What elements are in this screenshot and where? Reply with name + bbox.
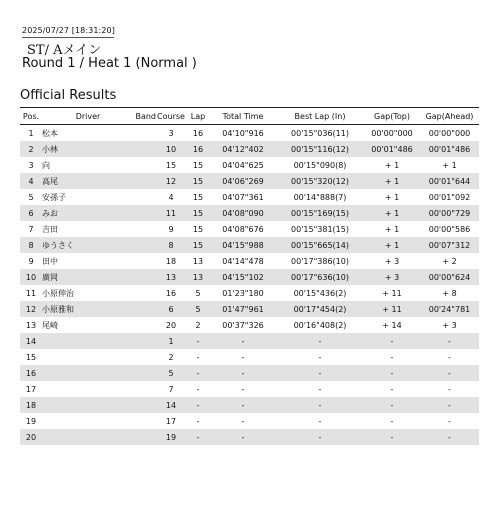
cell-pos: 19 <box>25 416 37 426</box>
cell-lap: 13 <box>192 256 204 266</box>
cell-pos: 4 <box>20 173 42 189</box>
cell-pos: 10 <box>20 269 42 285</box>
cell-best-lap: 00'15"665(14) <box>276 237 364 253</box>
cell-band <box>134 365 156 381</box>
cell-total-time: 04'15"988 <box>210 237 276 253</box>
cell-gap-top: - <box>364 397 420 413</box>
table-header-row <box>20 108 479 125</box>
cell-course: 16 <box>165 288 177 298</box>
cell-total-time: 00'37"326 <box>222 320 264 330</box>
cell-best-lap: - <box>318 352 322 362</box>
cell-gap-ahead: 00'00"729 <box>420 205 479 221</box>
cell-gap-ahead: 00'01"644 <box>420 173 479 189</box>
cell-gap-ahead: + 3 <box>442 320 457 330</box>
cell-total-time: 04'10"916 <box>222 128 264 138</box>
cell-band <box>134 429 156 445</box>
cell-band <box>134 301 156 317</box>
cell-band <box>134 349 156 365</box>
cell-course: 20 <box>165 320 177 330</box>
col-header-lap: Lap <box>186 108 210 125</box>
cell-course: 5 <box>156 365 186 381</box>
cell-course: 15 <box>165 160 177 170</box>
table-row <box>20 301 479 317</box>
cell-pos: 5 <box>28 192 34 202</box>
cell-gap-top: + 1 <box>364 237 420 253</box>
table-row <box>20 317 479 333</box>
cell-gap-ahead: - <box>420 429 479 445</box>
cell-gap-ahead: - <box>448 352 451 362</box>
cell-pos: 1 <box>28 128 34 138</box>
cell-best-lap: 00'17"636(10) <box>276 269 364 285</box>
heat-title: Round 1 / Heat 1 (Normal ) <box>22 56 197 71</box>
cell-band <box>134 381 156 397</box>
cell-lap: 15 <box>192 160 204 170</box>
cell-gap-top: + 1 <box>384 160 400 170</box>
cell-pos: 12 <box>20 301 42 317</box>
cell-band <box>134 189 156 205</box>
col-header-total-time: Total Time <box>210 108 276 125</box>
cell-total-time: - <box>210 397 276 413</box>
cell-best-lap: 00'15"436(2) <box>293 288 347 298</box>
cell-lap: - <box>186 397 210 413</box>
cell-gap-top: + 3 <box>364 269 420 285</box>
cell-driver <box>42 349 134 365</box>
cell-lap: 15 <box>192 224 204 234</box>
table-row <box>20 173 479 189</box>
cell-gap-top: + 3 <box>384 256 400 266</box>
cell-gap-top: 00'00"000 <box>371 128 413 138</box>
cell-gap-ahead: + 2 <box>442 256 457 266</box>
table-row <box>20 125 479 142</box>
cell-gap-top: - <box>390 384 394 394</box>
cell-total-time: - <box>241 384 245 394</box>
cell-band <box>134 205 156 221</box>
cell-best-lap: - <box>318 384 322 394</box>
cell-lap: 15 <box>186 237 210 253</box>
cell-pos: 13 <box>25 320 37 330</box>
table-row <box>20 333 479 349</box>
table-row <box>20 285 479 301</box>
cell-lap: - <box>186 365 210 381</box>
cell-pos: 14 <box>20 333 42 349</box>
cell-gap-ahead: - <box>448 416 451 426</box>
cell-pos: 18 <box>20 397 42 413</box>
cell-gap-ahead: 00'01"486 <box>420 141 479 157</box>
cell-best-lap: - <box>318 416 322 426</box>
cell-pos: 8 <box>20 237 42 253</box>
table-row <box>20 413 479 429</box>
cell-total-time: - <box>241 416 245 426</box>
cell-gap-ahead: 00'00"586 <box>428 224 471 234</box>
cell-driver: 吉田 <box>42 224 58 234</box>
cell-driver: 向 <box>42 160 50 170</box>
cell-driver: 小林 <box>42 141 134 157</box>
cell-pos: 7 <box>28 224 34 234</box>
cell-driver: みお <box>42 205 134 221</box>
cell-lap: 16 <box>186 141 210 157</box>
table-row <box>20 397 479 413</box>
cell-pos: 2 <box>20 141 42 157</box>
cell-gap-ahead: 00'24"781 <box>420 301 479 317</box>
cell-course: 1 <box>156 333 186 349</box>
cell-lap: - <box>196 384 200 394</box>
header-divider <box>22 37 114 38</box>
table-row <box>20 349 479 365</box>
table-row <box>20 237 479 253</box>
cell-driver <box>42 429 134 445</box>
cell-best-lap: - <box>276 397 364 413</box>
col-header-pos: Pos. <box>20 108 42 125</box>
cell-course: 8 <box>156 237 186 253</box>
cell-total-time: 04'04"625 <box>222 160 264 170</box>
cell-band <box>134 173 156 189</box>
table-row <box>20 141 479 157</box>
cell-driver: 小原雅和 <box>42 301 134 317</box>
cell-gap-top: - <box>364 365 420 381</box>
cell-total-time: 04'12"402 <box>210 141 276 157</box>
cell-pos: 20 <box>20 429 42 445</box>
cell-pos: 6 <box>20 205 42 221</box>
cell-course: 13 <box>156 269 186 285</box>
cell-course: 7 <box>168 384 174 394</box>
cell-band <box>134 317 156 333</box>
cell-pos: 11 <box>25 288 37 298</box>
results-table <box>20 107 479 445</box>
table-row <box>20 221 479 237</box>
cell-lap: 16 <box>192 128 204 138</box>
cell-course: 17 <box>165 416 177 426</box>
cell-course: 18 <box>165 256 177 266</box>
cell-total-time: 01'23"180 <box>222 288 264 298</box>
cell-gap-top: + 1 <box>384 192 400 202</box>
cell-course: 2 <box>168 352 174 362</box>
cell-total-time: 04'07"361 <box>222 192 264 202</box>
cell-best-lap: - <box>276 333 364 349</box>
cell-course: 10 <box>156 141 186 157</box>
cell-lap: - <box>186 333 210 349</box>
cell-driver: 安孫子 <box>42 192 66 202</box>
cell-gap-top: + 11 <box>382 288 402 298</box>
col-header-gap-top: Gap(Top) <box>364 108 420 125</box>
cell-total-time: 04'15"102 <box>210 269 276 285</box>
table-row <box>20 365 479 381</box>
cell-best-lap: 00'15"381(15) <box>291 224 349 234</box>
cell-driver: 田中 <box>42 256 58 266</box>
cell-gap-top: 00'01"486 <box>364 141 420 157</box>
cell-best-lap: 00'17"454(2) <box>276 301 364 317</box>
cell-lap: 15 <box>186 205 210 221</box>
cell-course: 19 <box>156 429 186 445</box>
cell-total-time: - <box>241 352 245 362</box>
cell-total-time: 01'47"961 <box>210 301 276 317</box>
cell-best-lap: - <box>276 365 364 381</box>
cell-gap-ahead: - <box>420 333 479 349</box>
cell-gap-top: - <box>390 416 394 426</box>
section-title: Official Results <box>20 88 117 103</box>
cell-lap: 15 <box>192 192 204 202</box>
report-timestamp: 2025/07/27 [18:31:20] <box>22 26 115 35</box>
cell-lap: 5 <box>186 301 210 317</box>
cell-gap-ahead: - <box>420 365 479 381</box>
cell-gap-top: + 1 <box>384 224 400 234</box>
cell-lap: 2 <box>195 320 201 330</box>
col-header-gap-ahead: Gap(Ahead) <box>420 108 479 125</box>
cell-best-lap: 00'15"169(15) <box>276 205 364 221</box>
cell-pos: 15 <box>25 352 37 362</box>
cell-gap-ahead: 00'00"000 <box>428 128 471 138</box>
table-row <box>20 429 479 445</box>
cell-best-lap: - <box>276 429 364 445</box>
cell-band <box>134 221 156 237</box>
cell-best-lap: 00'14"888(7) <box>293 192 347 202</box>
cell-course: 14 <box>156 397 186 413</box>
table-row <box>20 157 479 173</box>
cell-gap-top: + 1 <box>364 205 420 221</box>
cell-driver: 廣岡 <box>42 269 134 285</box>
cell-total-time: 04'14"478 <box>222 256 264 266</box>
cell-driver: 小原伸治 <box>42 288 74 298</box>
cell-lap: 5 <box>195 288 201 298</box>
cell-driver: 尾崎 <box>42 320 58 330</box>
cell-band <box>134 285 156 301</box>
cell-best-lap: 00'15"320(12) <box>276 173 364 189</box>
cell-best-lap: 00'15"036(11) <box>291 128 349 138</box>
cell-total-time: 04'06"269 <box>210 173 276 189</box>
cell-band <box>134 157 156 173</box>
col-header-driver: Driver <box>42 108 134 125</box>
cell-gap-ahead: - <box>420 397 479 413</box>
cell-driver: 松本 <box>42 128 58 138</box>
cell-lap: - <box>196 416 200 426</box>
cell-driver: 高尾 <box>42 173 134 189</box>
cell-total-time: 04'08"090 <box>210 205 276 221</box>
cell-pos: 9 <box>28 256 34 266</box>
cell-driver: ゆうさく <box>42 237 134 253</box>
cell-band <box>134 141 156 157</box>
cell-driver <box>42 333 134 349</box>
col-header-best-lap: Best Lap (In) <box>276 108 364 125</box>
col-header-course: Course <box>156 108 186 125</box>
cell-course: 12 <box>156 173 186 189</box>
cell-best-lap: 00'15"116(12) <box>276 141 364 157</box>
cell-gap-top: - <box>390 352 394 362</box>
table-row <box>20 269 479 285</box>
cell-band <box>134 253 156 269</box>
cell-course: 3 <box>168 128 174 138</box>
cell-band <box>134 269 156 285</box>
cell-gap-top: + 11 <box>364 301 420 317</box>
cell-lap: 15 <box>186 173 210 189</box>
cell-best-lap: 00'15"090(8) <box>293 160 347 170</box>
cell-gap-ahead: 00'01"092 <box>428 192 471 202</box>
cell-total-time: - <box>210 365 276 381</box>
table-row <box>20 189 479 205</box>
cell-gap-top: + 14 <box>382 320 402 330</box>
table-row <box>20 205 479 221</box>
cell-gap-ahead: + 8 <box>442 288 457 298</box>
cell-gap-top: - <box>364 333 420 349</box>
cell-gap-top: + 1 <box>364 173 420 189</box>
cell-lap: 13 <box>186 269 210 285</box>
cell-driver <box>42 397 134 413</box>
cell-band <box>134 237 156 253</box>
table-row <box>20 381 479 397</box>
cell-band <box>134 413 156 429</box>
cell-course: 11 <box>156 205 186 221</box>
table-row <box>20 253 479 269</box>
cell-course: 4 <box>168 192 174 202</box>
cell-gap-ahead: 00'07"312 <box>420 237 479 253</box>
cell-pos: 3 <box>28 160 34 170</box>
cell-total-time: - <box>210 333 276 349</box>
cell-course: 6 <box>156 301 186 317</box>
cell-gap-ahead: - <box>448 384 451 394</box>
cell-band <box>134 125 156 142</box>
cell-gap-ahead: 00'00"624 <box>420 269 479 285</box>
cell-lap: - <box>196 352 200 362</box>
cell-gap-ahead: + 1 <box>442 160 457 170</box>
cell-band <box>134 333 156 349</box>
cell-pos: 16 <box>20 365 42 381</box>
cell-best-lap: 00'17"386(10) <box>291 256 349 266</box>
cell-best-lap: 00'16"408(2) <box>293 320 347 330</box>
cell-driver <box>42 381 134 397</box>
cell-total-time: 04'08"676 <box>222 224 264 234</box>
cell-driver <box>42 365 134 381</box>
cell-total-time: - <box>210 429 276 445</box>
col-header-band: Band <box>134 108 156 125</box>
cell-driver <box>42 413 134 429</box>
cell-band <box>134 397 156 413</box>
cell-gap-top: - <box>364 429 420 445</box>
cell-course: 9 <box>168 224 174 234</box>
cell-pos: 17 <box>25 384 37 394</box>
race-class-name: ST/ Aメイン <box>27 43 102 58</box>
cell-lap: - <box>186 429 210 445</box>
